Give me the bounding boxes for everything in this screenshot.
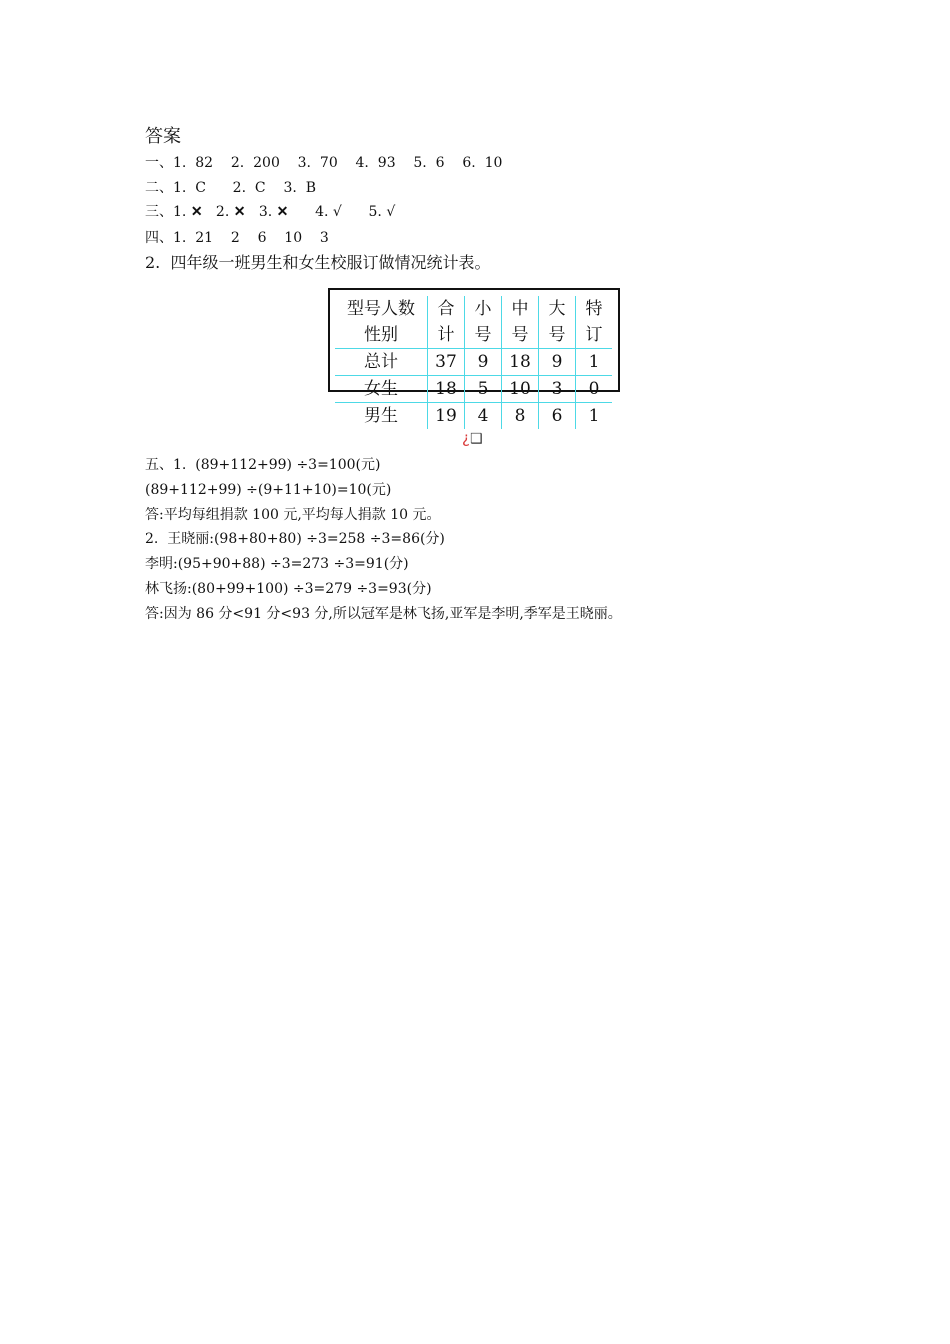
section-5-line: (89+112+99) ÷(9+11+10)=10(元)	[145, 482, 392, 498]
table-row	[335, 349, 612, 376]
table-cell: 18	[502, 349, 539, 376]
section-5-line: 五、1. (89+112+99) ÷3=100(元)	[145, 457, 381, 473]
box-glyph-icon: ❑	[469, 431, 483, 447]
section-4-question-2: 2. 四年级一班男生和女生校服订做情况统计表。	[145, 253, 491, 272]
table-row	[335, 403, 612, 430]
section-2-answers: 二、1. C 2. C 3. B	[145, 180, 316, 196]
table-cell: 9	[539, 349, 576, 376]
corner-top-label: 型号人数	[347, 299, 415, 319]
section-4-answers: 四、1. 21 2 6 10 3	[145, 230, 329, 246]
check-mark-icon: √	[386, 204, 396, 220]
table-row	[335, 376, 612, 403]
table-cell: 9	[465, 349, 502, 376]
header-corner-cell	[335, 296, 428, 349]
table-cell: 1	[588, 406, 600, 426]
table-cell: 37	[428, 349, 465, 376]
section-3-answers: 三、1. ✕ 2. ✕ 3. ✕ 4. √ 5. √	[145, 204, 396, 220]
section-5-line: 答:平均每组捐款 100 元,平均每人捐款 10 元。	[145, 507, 441, 523]
s3-num-5: 5.	[368, 204, 382, 220]
table-cell: 10	[502, 376, 539, 403]
table-cell: 8	[502, 403, 539, 430]
cross-mark-icon: ✕	[233, 204, 246, 220]
section-5-line: 林飞扬:(80+99+100) ÷3=279 ÷3=93(分)	[145, 581, 432, 597]
cross-mark-icon: ✕	[190, 204, 203, 220]
s3-num-2: 2.	[215, 204, 230, 220]
section-5-line: 答:因为 86 分<91 分<93 分,所以冠军是林飞扬,亚军是李明,季军是王晓丽。	[145, 606, 622, 622]
stray-glyph	[462, 429, 483, 447]
table-cell: 0	[576, 376, 613, 403]
s3-num-3: 3.	[258, 204, 273, 220]
s3-num-4: 4.	[315, 204, 329, 220]
answer-heading: 答案	[145, 126, 181, 147]
s3-num-1: 1.	[173, 204, 187, 220]
table-cell: 3	[539, 376, 576, 403]
table-cell: 18	[428, 376, 465, 403]
table-cell: 5	[465, 376, 502, 403]
corner-bottom-label: 性别	[364, 325, 398, 345]
cross-mark-icon: ✕	[276, 204, 289, 220]
table-cell: 6	[539, 403, 576, 430]
section-5-line: 李明:(95+90+88) ÷3=273 ÷3=91(分)	[145, 556, 409, 572]
column-header: 中号	[502, 296, 539, 349]
row-label: 男生	[335, 403, 428, 430]
row-label: 女生	[335, 376, 428, 403]
table-cell: 19	[428, 403, 465, 430]
section-5-line: 2. 王晓丽:(98+80+80) ÷3=258 ÷3=86(分)	[145, 531, 445, 547]
column-header: 合计	[428, 296, 465, 349]
uniform-stats-table	[335, 296, 612, 429]
table-cell: 4	[465, 403, 502, 430]
row-label: 总计	[335, 349, 428, 376]
column-header: 大号	[539, 296, 576, 349]
table-header-row	[335, 296, 612, 349]
check-mark-icon: √	[332, 204, 342, 220]
section-1-answers: 一、1. 82 2. 200 3. 70 4. 93 5. 6 6. 10	[145, 155, 503, 171]
table-cell: 1	[576, 349, 613, 376]
column-header: 小号	[465, 296, 502, 349]
column-header: 特订	[576, 296, 613, 349]
inverted-question-icon: ¿	[462, 429, 470, 447]
